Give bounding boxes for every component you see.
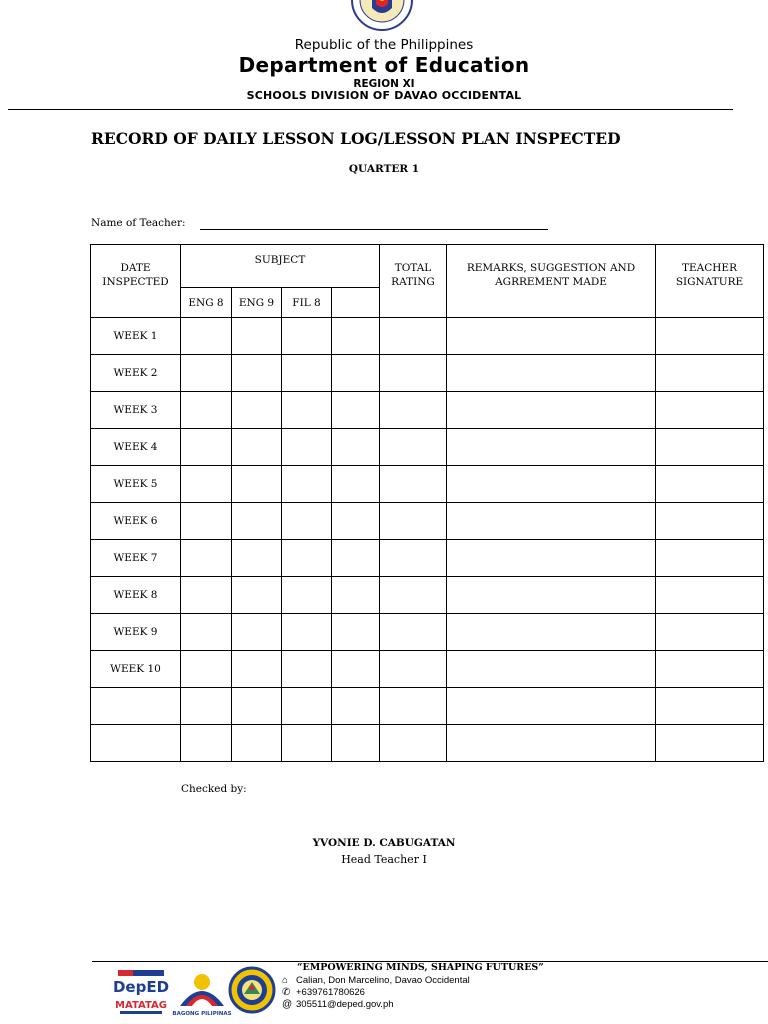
table-cell[interactable] xyxy=(181,725,232,762)
table-cell[interactable] xyxy=(332,725,380,762)
table-cell[interactable] xyxy=(181,318,232,355)
table-cell[interactable] xyxy=(656,318,764,355)
table-cell[interactable] xyxy=(332,688,380,725)
week-label: WEEK 6 xyxy=(91,503,181,540)
footer-motto: “EMPOWERING MINDS, SHAPING FUTURES” xyxy=(297,962,544,973)
table-row xyxy=(91,318,764,355)
subject-fil8: FIL 8 xyxy=(282,288,332,318)
table-cell[interactable] xyxy=(447,651,656,688)
phone-icon: ✆ xyxy=(282,987,291,998)
table-row xyxy=(91,577,764,614)
table-cell[interactable] xyxy=(181,651,232,688)
week-label: WEEK 9 xyxy=(91,614,181,651)
table-cell[interactable] xyxy=(232,540,282,577)
table-cell[interactable] xyxy=(380,577,447,614)
table-cell[interactable] xyxy=(282,614,332,651)
week-label: WEEK 2 xyxy=(91,355,181,392)
table-cell[interactable] xyxy=(181,355,232,392)
footer-phone xyxy=(282,987,365,998)
week-label: WEEK 3 xyxy=(91,392,181,429)
table-cell[interactable] xyxy=(232,355,282,392)
table-row xyxy=(91,429,764,466)
table-cell[interactable] xyxy=(332,392,380,429)
table-cell[interactable] xyxy=(232,466,282,503)
table-cell[interactable] xyxy=(282,540,332,577)
signer-name: YVONIE D. CABUGATAN xyxy=(312,837,456,849)
subject-eng9: ENG 9 xyxy=(232,288,282,318)
table-row xyxy=(91,688,764,725)
table-cell[interactable] xyxy=(380,614,447,651)
table-cell[interactable] xyxy=(181,503,232,540)
table-cell[interactable] xyxy=(656,355,764,392)
header-division: SCHOOLS DIVISION OF DAVAO OCCIDENTAL xyxy=(246,89,522,102)
table-cell[interactable] xyxy=(447,540,656,577)
week-label: WEEK 10 xyxy=(91,651,181,688)
table-cell[interactable] xyxy=(656,725,764,762)
table-cell[interactable] xyxy=(380,429,447,466)
table-cell[interactable] xyxy=(282,429,332,466)
table-cell[interactable] xyxy=(656,466,764,503)
teacher-name-field[interactable] xyxy=(200,229,548,230)
table-cell[interactable] xyxy=(282,392,332,429)
checked-by-label: Checked by: xyxy=(181,783,247,795)
table-cell[interactable] xyxy=(656,503,764,540)
table-cell[interactable] xyxy=(282,503,332,540)
bagong-pilipinas-text: BAGONG PILIPINAS xyxy=(172,1011,232,1017)
week-label: WEEK 5 xyxy=(91,466,181,503)
table-cell[interactable] xyxy=(447,577,656,614)
subject-blank xyxy=(332,288,380,318)
table-cell[interactable] xyxy=(447,614,656,651)
table-cell[interactable] xyxy=(447,725,656,762)
table-cell[interactable] xyxy=(181,688,232,725)
table-cell[interactable] xyxy=(380,355,447,392)
deped-matatag-logo-icon xyxy=(110,968,172,1018)
table-cell[interactable] xyxy=(332,540,380,577)
table-cell[interactable] xyxy=(332,466,380,503)
week-label: WEEK 4 xyxy=(91,429,181,466)
week-label xyxy=(91,688,181,725)
table-cell[interactable] xyxy=(282,651,332,688)
table-cell[interactable] xyxy=(232,688,282,725)
table-cell[interactable] xyxy=(181,392,232,429)
table-cell[interactable] xyxy=(332,503,380,540)
footer-address-text: Calian, Don Marcelino, Davao Occidental xyxy=(296,975,470,986)
col-header-subject: SUBJECT xyxy=(181,245,380,288)
col-header-date: DATE INSPECTED xyxy=(91,245,181,318)
table-cell[interactable] xyxy=(656,651,764,688)
table-cell[interactable] xyxy=(380,392,447,429)
email-icon: @ xyxy=(282,999,293,1010)
inspection-table xyxy=(90,244,764,762)
table-cell[interactable] xyxy=(232,318,282,355)
week-label xyxy=(91,725,181,762)
table-cell[interactable] xyxy=(656,429,764,466)
table-cell[interactable] xyxy=(380,651,447,688)
quarter-label: QUARTER 1 xyxy=(348,163,420,175)
table-cell[interactable] xyxy=(332,355,380,392)
week-label: WEEK 8 xyxy=(91,577,181,614)
header-republic: Republic of the Philippines xyxy=(294,37,474,53)
col-header-signature: TEACHER SIGNATURE xyxy=(656,245,764,318)
footer-email xyxy=(282,999,394,1010)
table-cell[interactable] xyxy=(232,392,282,429)
table-cell[interactable] xyxy=(181,429,232,466)
table-cell[interactable] xyxy=(282,577,332,614)
table-cell[interactable] xyxy=(282,725,332,762)
footer-phone-text: +639761780626 xyxy=(296,987,365,998)
table-cell[interactable] xyxy=(380,503,447,540)
table-cell[interactable] xyxy=(656,392,764,429)
table-cell[interactable] xyxy=(282,688,332,725)
table-cell[interactable] xyxy=(332,577,380,614)
table-cell[interactable] xyxy=(332,651,380,688)
table-cell[interactable] xyxy=(380,688,447,725)
table-cell[interactable] xyxy=(332,614,380,651)
col-header-remarks: REMARKS, SUGGESTION AND AGRREMENT MADE xyxy=(447,245,656,318)
table-cell[interactable] xyxy=(282,466,332,503)
table-cell[interactable] xyxy=(232,614,282,651)
table-cell[interactable] xyxy=(282,318,332,355)
table-cell[interactable] xyxy=(447,429,656,466)
table-cell[interactable] xyxy=(232,725,282,762)
table-cell[interactable] xyxy=(181,577,232,614)
footer-address xyxy=(282,975,470,986)
table-cell[interactable] xyxy=(380,540,447,577)
table-cell[interactable] xyxy=(232,577,282,614)
table-cell[interactable] xyxy=(181,540,232,577)
table-cell[interactable] xyxy=(181,466,232,503)
table-cell[interactable] xyxy=(181,614,232,651)
deped-seal-icon xyxy=(348,0,416,32)
table-cell[interactable] xyxy=(380,466,447,503)
table-cell[interactable] xyxy=(447,466,656,503)
table-cell[interactable] xyxy=(232,503,282,540)
table-cell[interactable] xyxy=(232,651,282,688)
table-cell[interactable] xyxy=(332,429,380,466)
table-cell[interactable] xyxy=(447,503,656,540)
signer-position: Head Teacher I xyxy=(341,853,427,866)
teacher-name-label: Name of Teacher: xyxy=(91,217,186,229)
footer-email-text: 305511@deped.gov.ph xyxy=(296,999,394,1010)
home-icon: ⌂ xyxy=(282,975,289,986)
table-row xyxy=(91,614,764,651)
table-row xyxy=(91,725,764,762)
table-cell[interactable] xyxy=(380,725,447,762)
document-title: RECORD OF DAILY LESSON LOG/LESSON PLAN INSPECTED xyxy=(91,129,621,148)
col-header-total-rating: TOTAL RATING xyxy=(380,245,447,318)
week-label: WEEK 7 xyxy=(91,540,181,577)
table-cell[interactable] xyxy=(656,577,764,614)
table-cell[interactable] xyxy=(656,614,764,651)
week-label: WEEK 1 xyxy=(91,318,181,355)
header-department: Department of Education xyxy=(238,53,530,77)
matatag-logo-text: MATATAG xyxy=(115,1000,167,1011)
table-cell[interactable] xyxy=(332,318,380,355)
table-row xyxy=(91,540,764,577)
table-cell[interactable] xyxy=(447,318,656,355)
deped-logo-text: DepED xyxy=(112,978,170,996)
header-divider xyxy=(8,109,733,110)
table-cell[interactable] xyxy=(282,355,332,392)
table-cell[interactable] xyxy=(447,355,656,392)
table-cell[interactable] xyxy=(447,688,656,725)
header-region: REGION XI xyxy=(353,78,415,90)
table-cell[interactable] xyxy=(656,540,764,577)
table-row xyxy=(91,651,764,688)
table-row xyxy=(91,392,764,429)
table-cell[interactable] xyxy=(656,688,764,725)
bagong-pilipinas-logo-icon xyxy=(172,968,232,1018)
subject-eng8: ENG 8 xyxy=(181,288,232,318)
table-cell[interactable] xyxy=(447,392,656,429)
table-cell[interactable] xyxy=(380,318,447,355)
table-row xyxy=(91,503,764,540)
table-row xyxy=(91,355,764,392)
table-cell[interactable] xyxy=(232,429,282,466)
table-row xyxy=(91,466,764,503)
division-seal-icon xyxy=(228,966,276,1014)
